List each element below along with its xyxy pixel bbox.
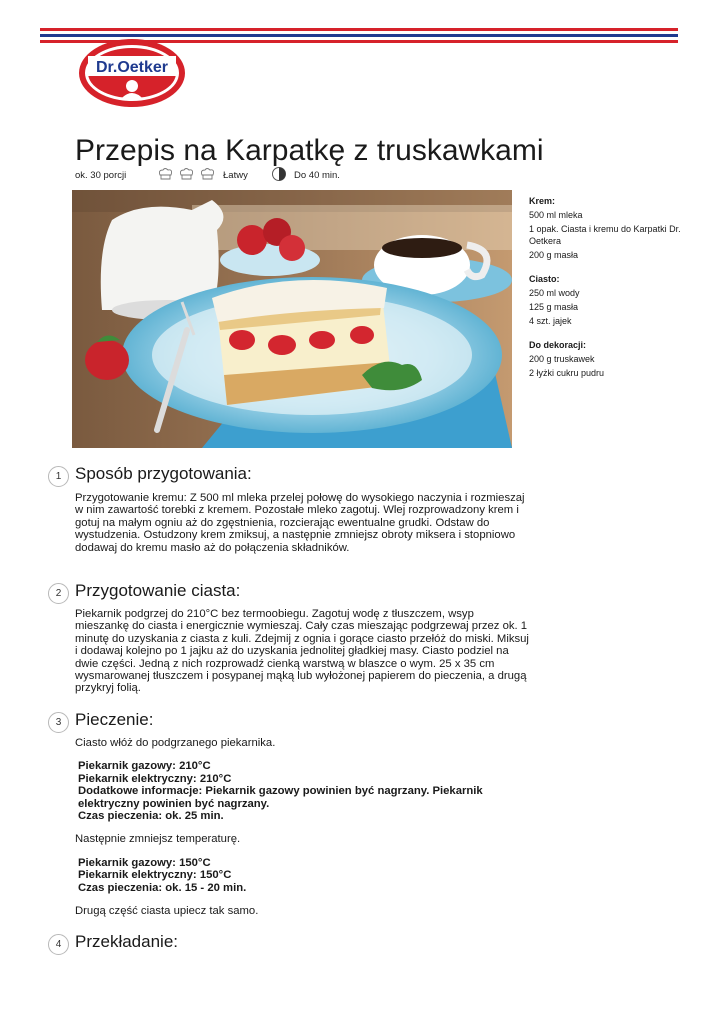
- step-number-badge: 1: [48, 466, 69, 487]
- step-outro: Drugą część ciasta upiecz tak samo.: [75, 905, 259, 918]
- step-number-badge: 3: [48, 712, 69, 733]
- time-label: Do 40 min.: [294, 170, 340, 181]
- step-3-body: [75, 737, 530, 917]
- ingredient-group-ciasto: [529, 273, 689, 327]
- baking-line: Czas pieczenia: ok. 25 min.: [78, 810, 224, 823]
- servings: ok. 30 porcji: [75, 170, 127, 181]
- baking-line: Piekarnik elektryczny: 150°C: [78, 869, 232, 882]
- step-text: Przygotowanie kremu: Z 500 ml mleka przelej połowę do wysokiego naczynia i rozmieszaj w nim zawartość torebki z kremem. Pozostałe mleko zagotuj. Wlej rozprowadzony krem i gotuj na małym ogniu aż do zgęstnienia, rozcierając ewentualne grudki. Odstaw do wystudzenia. Ostudzony krem zmiksuj, a następnie zmniejsz obroty miksera i stopniowo dodawaj do kremu masło aż do połączenia składników.: [75, 492, 525, 554]
- ingredient-heading: Do dekoracji:: [529, 340, 587, 350]
- ingredient-item: 125 g masła: [529, 302, 579, 312]
- step-text: Piekarnik podgrzej do 210°C bez termoobiegu. Zagotuj wodę z tłuszczem, wsyp mieszankę do ciasta i energicznie wymieszaj. Cały czas mieszając podgrzewaj przez ok. 1 minutę do uzyskania z ciasta z kuli. Zdejmij z ognia i gorące ciasto przełóż do miski. Miksuj i dodawaj kolejno po 1 jajku aż do uzyskania jednolitej gładkiej masy. Ciasto podziel na dwie części. Jedną z nich rozprowadź cienką warstwą w blaszce o wym. 25 x 35 cm wysmarowanej tłuszczem i posypanej mąką lub wyłożonej papierem do pieczenia, a drugą przykryj folią.: [75, 608, 529, 695]
- step-number-badge: 4: [48, 934, 69, 955]
- ingredient-item: 4 szt. jajek: [529, 316, 572, 326]
- logo-text: Dr.Oetker: [95, 59, 169, 76]
- step-middle: Następnie zmniejsz temperaturę.: [75, 833, 241, 846]
- ingredient-item: 250 ml wody: [529, 288, 580, 298]
- step-1-body: [75, 492, 530, 554]
- ingredient-heading: Ciasto:: [529, 274, 560, 284]
- baking-line: Piekarnik elektryczny: 210°C: [78, 772, 232, 785]
- dr-oetker-logo: [78, 38, 186, 108]
- baking-line: Piekarnik gazowy: 210°C: [78, 760, 211, 773]
- difficulty-chef-hat-icon: [157, 166, 217, 182]
- step-number-badge: 2: [48, 583, 69, 604]
- step-intro: Ciasto włóż do podgrzanego piekarnika.: [75, 737, 276, 749]
- ingredient-item: 200 g truskawek: [529, 354, 595, 364]
- baking-line: Czas pieczenia: ok. 15 - 20 min.: [78, 881, 247, 894]
- baking-settings-1: [75, 760, 530, 822]
- recipe-title: Przepis na Karpatkę z truskawkami: [75, 134, 544, 167]
- baking-line: Dodatkowe informacje: Piekarnik gazowy powinien być nagrzany. Piekarnik elektryczny powinien być nagrzany.: [78, 785, 483, 810]
- ingredient-item: 200 g masła: [529, 250, 579, 260]
- ingredient-item: 1 opak. Ciasta i kremu do Karpatki Dr. Oetkera: [529, 224, 681, 246]
- ingredient-group-krem: [529, 195, 689, 261]
- ingredient-item: 2 łyżki cukru pudru: [529, 368, 605, 378]
- ingredients-list: [529, 195, 689, 391]
- clock-icon: [271, 166, 287, 182]
- baking-settings-2: [75, 857, 530, 894]
- ingredient-group-dekoracja: [529, 339, 689, 379]
- step-title: Przygotowanie ciasta:: [75, 581, 241, 600]
- baking-line: Piekarnik gazowy: 150°C: [78, 856, 211, 869]
- karpatka-photo: [72, 190, 512, 448]
- ingredient-item: 500 ml mleka: [529, 210, 583, 220]
- step-title: Przekładanie:: [75, 932, 179, 951]
- ingredient-heading: Krem:: [529, 196, 556, 206]
- step-2-body: [75, 608, 530, 695]
- step-title: Pieczenie:: [75, 710, 154, 729]
- difficulty-label: Łatwy: [223, 170, 248, 181]
- step-title: Sposób przygotowania:: [75, 464, 252, 483]
